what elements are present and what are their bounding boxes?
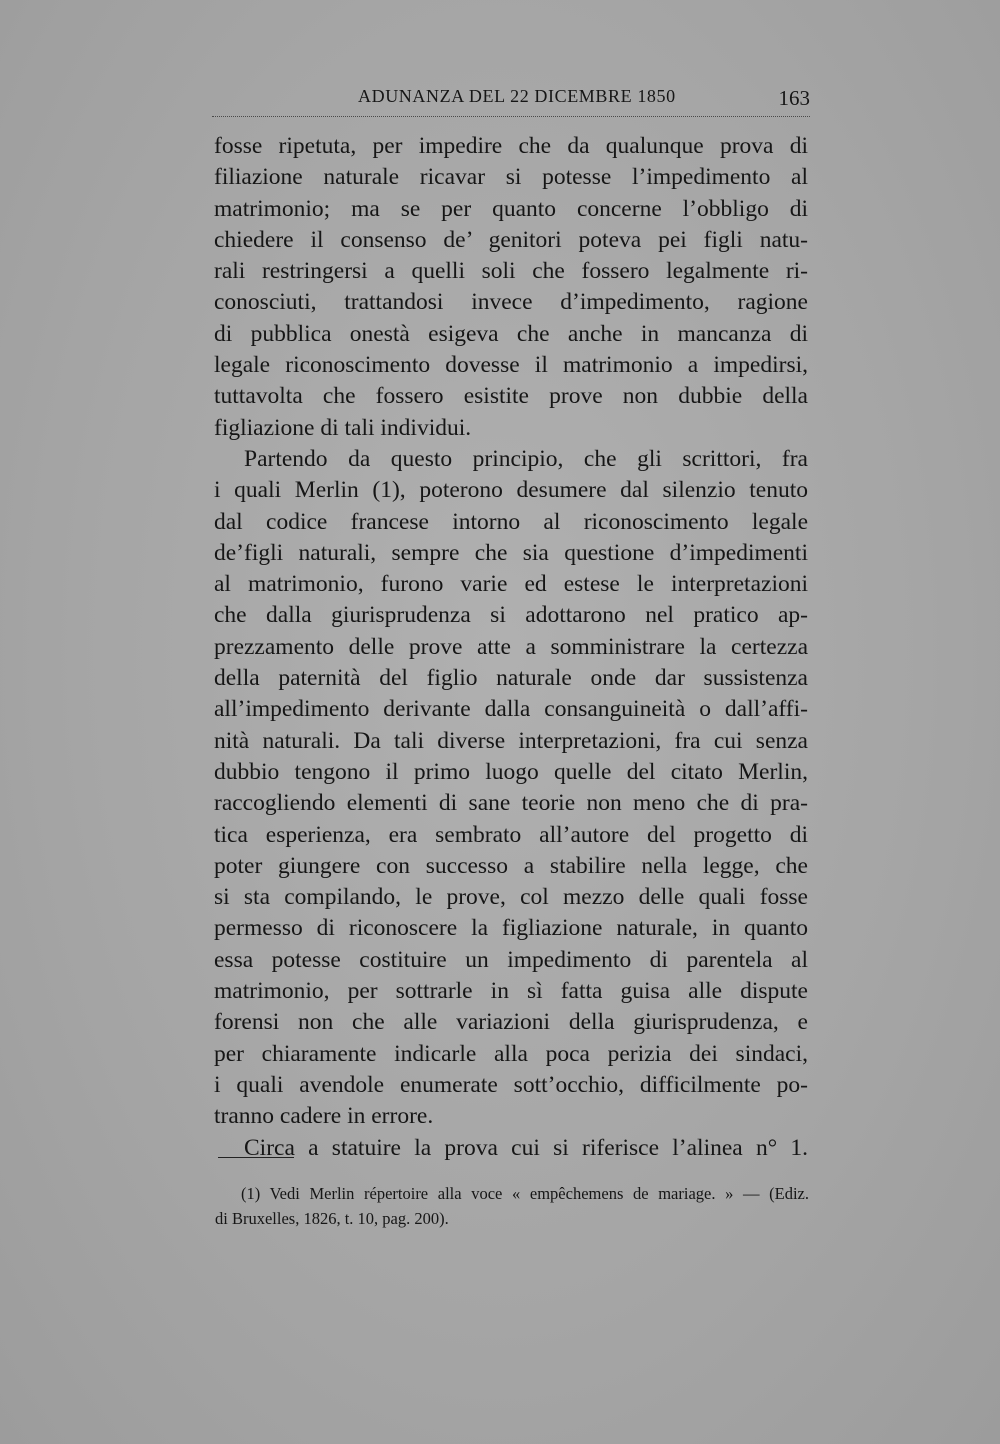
text-line: fosse ripetuta, per impedire che da qualunque prova di	[214, 133, 808, 159]
text-line: matrimonio, per sottrarle in sì fatta guisa alle dispute	[214, 978, 808, 1005]
text-line: rali restringersi a quelli soli che fossero legalmente ri-	[214, 258, 808, 285]
text-line: permesso di riconoscere la figliazione naturale, in quanto	[214, 915, 808, 942]
text-line: tranno cadere in errore.	[214, 1103, 434, 1130]
text-line: legale riconoscimento dovesse il matrimonio a impedirsi,	[214, 352, 808, 379]
body-text	[214, 131, 808, 1164]
text-line: al matrimonio, furono varie ed estese le interpretazioni	[214, 571, 808, 598]
text-line: si sta compilando, le prove, col mezzo delle quali fosse	[214, 884, 808, 911]
text-line: tuttavolta che fossero esistite prove non dubbie della	[214, 383, 808, 410]
text-line: conosciuti, trattandosi invece d’impedimento, ragione	[214, 289, 808, 316]
text-line: dubbio tengono il primo luogo quelle del citato Merlin,	[214, 758, 808, 785]
text-line: che dalla giurisprudenza si adottarono nel pratico ap-	[214, 602, 808, 629]
text-line: prezzamento delle prove atte a somministrare la certezza	[214, 633, 808, 660]
footnote-divider	[218, 1157, 294, 1158]
text-line: figliazione di tali individui.	[214, 414, 472, 441]
text-line: forensi non che alle variazioni della giurisprudenza, e	[214, 1009, 808, 1036]
page-number: 163	[778, 86, 810, 110]
text-line: per chiaramente indicarle alla poca perizia dei sindaci,	[214, 1040, 808, 1067]
text-line: dal codice francese intorno al riconoscimento legale	[214, 508, 808, 535]
footnote	[215, 1181, 809, 1231]
running-header	[212, 86, 810, 117]
text-line: i quali Merlin (1), poterono desumere dal silenzio tenuto	[214, 477, 808, 504]
footnote-line: (1) Vedi Merlin répertoire alla voce « empêchemens de mariage. » — (Ediz.	[241, 1184, 809, 1203]
text-line: poter giungere con successo a stabilire nella legge, che	[214, 852, 808, 879]
text-line: della paternità del figlio naturale onde dar sussistenza	[214, 665, 808, 692]
text-line: di pubblica onestà esigeva che anche in mancanza di	[214, 320, 808, 347]
text-line: raccogliendo elementi di sane teorie non meno che di pra-	[214, 790, 808, 817]
text-line: tica esperienza, era sembrato all’autore del progetto di	[214, 821, 808, 848]
text-line: chiedere il consenso de’ genitori poteva pei figli natu-	[214, 226, 808, 253]
text-line: all’impedimento derivante dalla consanguineità o dall’affi-	[214, 696, 808, 723]
text-line: matrimonio; ma se per quanto concerne l’obbligo di	[214, 195, 808, 222]
text-line: i quali avendole enumerate sott’occhio, difficilmente po-	[214, 1071, 808, 1098]
text-line: filiazione naturale ricavar si potesse l’impedimento al	[214, 164, 808, 191]
footnote-line: di Bruxelles, 1826, t. 10, pag. 200).	[215, 1209, 449, 1228]
text-line: Circa a statuire la prova cui si riferisce l’alinea n° 1.	[244, 1134, 808, 1161]
text-line: Partendo da questo principio, che gli scrittori, fra	[244, 445, 808, 472]
text-line: nità naturali. Da tali diverse interpretazioni, fra cui senza	[214, 727, 808, 754]
header-title: ADUNANZA DEL 22 DICEMBRE 1850	[358, 86, 676, 106]
text-line: essa potesse costituire un impedimento di parentela al	[214, 946, 808, 973]
text-line: de’figli naturali, sempre che sia questione d’impedimenti	[214, 539, 808, 566]
